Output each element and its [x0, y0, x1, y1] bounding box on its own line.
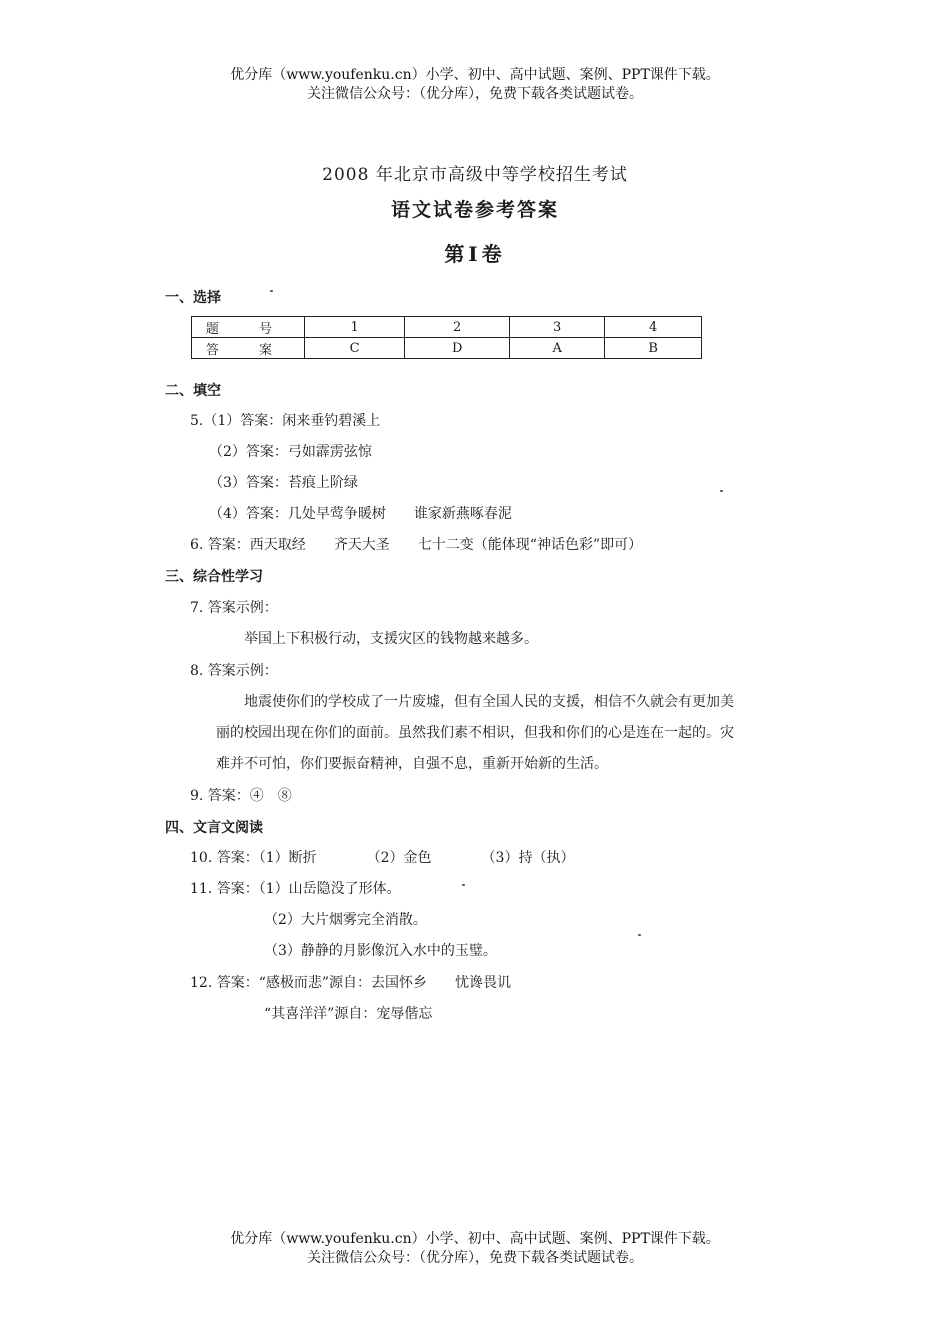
answer-cell: C [305, 338, 405, 359]
answer-12-line-1 [190, 972, 511, 992]
answer-8-line-2: 丽的校园出现在你们的面前。虽然我们素不相识，但我和你们的心是连在一起的。灾 [216, 725, 734, 741]
answer-12-line-2: “其喜洋洋”源自：宠辱偕忘 [264, 1006, 433, 1022]
scan-speck [720, 490, 723, 492]
answer-5-1: 5.（1）答案：闲来垂钓碧溪上 [190, 413, 381, 429]
scan-speck [270, 290, 273, 292]
answer-cell: B [605, 338, 702, 359]
answer-8-line-3: 难并不可怕，你们要振奋精神，自强不息，重新开始新的生活。 [216, 756, 608, 772]
scan-speck [462, 884, 465, 886]
question-number-cell: 4 [605, 317, 702, 338]
answer-8-label: 8. 答案示例： [190, 663, 278, 679]
answer-10 [190, 847, 574, 867]
answer-label: 答 案 [192, 338, 305, 359]
question-number-cell: 1 [305, 317, 405, 338]
footer-watermark [0, 1230, 950, 1268]
answer-11-3: （3）静静的月影像沉入水中的玉璧。 [264, 943, 497, 959]
answer-11-2: （2）大片烟雾完全消散。 [264, 912, 427, 928]
answer-12-part-a: 12. 答案：“感极而悲”源自：去国怀乡 [190, 975, 428, 991]
answer-cell: D [405, 338, 510, 359]
exam-title: 2008 年北京市高级中等学校招生考试 [322, 165, 628, 185]
answer-5-3: （3）答案：苔痕上阶绿 [209, 475, 358, 491]
answer-5-4-part-b: 谁家新燕啄春泥 [413, 506, 512, 522]
section-fill-heading: 二、填空 [165, 383, 221, 399]
answer-12-part-b: 忧谗畏讥 [455, 975, 512, 991]
answer-5-2: （2）答案：弓如霹雳弦惊 [209, 444, 372, 460]
scan-speck [638, 934, 641, 936]
answer-8-line-1: 地震使你们的学校成了一片废墟，但有全国人民的支援，相信不久就会有更加美 [244, 694, 734, 710]
answer-title: 语文试卷参考答案 [390, 199, 559, 221]
answer-5-4-part-a: （4）答案：几处早莺争暖树 [209, 506, 386, 522]
section-study-heading: 三、综合性学习 [165, 569, 263, 585]
answer-6-part-a: 6. 答案：西天取经 [190, 537, 306, 553]
section-choice-heading: 一、选择 [165, 290, 221, 306]
choice-answer-table [191, 316, 702, 359]
header-line-2: 关注微信公众号：（优分库），免费下载各类试题试卷。 [307, 86, 643, 102]
answer-7-text: 举国上下积极行动，支援灾区的钱物越来越多。 [244, 631, 538, 647]
answer-11-1: 11. 答案：（1）山岳隐没了形体。 [190, 881, 401, 897]
footer-line-2: 关注微信公众号：（优分库），免费下载各类试题试卷。 [307, 1250, 643, 1266]
answer-6-part-b: 齐天大圣 [333, 537, 390, 553]
question-number-label: 题 号 [192, 317, 305, 338]
answer-5-4 [209, 503, 512, 523]
answer-10-part-b: （2）金色 [366, 850, 432, 866]
section-classical-heading: 四、文言文阅读 [165, 820, 263, 836]
answer-10-part-c: （3）持（执） [481, 850, 575, 866]
answer-6 [190, 534, 642, 554]
answer-cell: A [510, 338, 605, 359]
table-row [192, 317, 702, 338]
answer-7-label: 7. 答案示例： [190, 600, 278, 616]
answer-6-part-c: 七十二变（能体现“神话色彩”即可） [417, 537, 643, 553]
table-row [192, 338, 702, 359]
question-number-cell: 3 [510, 317, 605, 338]
volume-title: 第Ⅰ卷 [444, 242, 506, 266]
header-watermark-top [0, 66, 950, 104]
footer-line-1: 优分库（www.youfenku.cn）小学、初中、高中试题、案例、PPT课件下载。 [230, 1231, 720, 1247]
answer-9: 9. 答案：④ ⑧ [190, 788, 292, 804]
header-line-1: 优分库（www.youfenku.cn）小学、初中、高中试题、案例、PPT课件下载。 [230, 67, 720, 83]
question-number-cell: 2 [405, 317, 510, 338]
answer-10-part-a: 10. 答案：（1）断折 [190, 850, 317, 866]
